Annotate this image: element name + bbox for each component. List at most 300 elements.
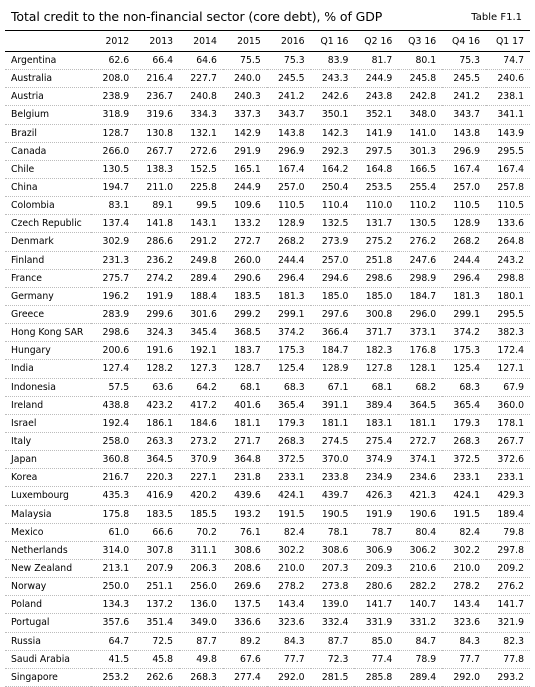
- value-cell: 62.6: [91, 52, 135, 70]
- table-row: [5, 215, 530, 233]
- value-cell: 306.9: [354, 541, 398, 559]
- table-row: [5, 251, 530, 269]
- value-cell: 370.0: [311, 451, 355, 469]
- value-cell: 75.3: [267, 52, 311, 70]
- value-cell: 268.3: [179, 668, 223, 686]
- value-cell: 243.3: [311, 70, 355, 88]
- table-body: [5, 52, 530, 687]
- value-cell: 332.4: [311, 614, 355, 632]
- value-cell: 272.7: [398, 432, 442, 450]
- value-cell: 278.2: [442, 578, 486, 596]
- value-cell: 67.6: [223, 650, 267, 668]
- country-cell: France: [5, 269, 91, 287]
- value-cell: 180.1: [486, 287, 530, 305]
- value-cell: 245.8: [398, 70, 442, 88]
- value-cell: 272.7: [223, 233, 267, 251]
- value-cell: 296.4: [442, 269, 486, 287]
- value-cell: 250.4: [311, 178, 355, 196]
- value-cell: 192.4: [91, 414, 135, 432]
- value-cell: 206.3: [179, 559, 223, 577]
- value-cell: 85.0: [354, 632, 398, 650]
- table-row: [5, 106, 530, 124]
- value-cell: 84.7: [398, 632, 442, 650]
- value-cell: 292.0: [267, 668, 311, 686]
- value-cell: 139.0: [311, 596, 355, 614]
- country-cell: Germany: [5, 287, 91, 305]
- country-cell: Korea: [5, 469, 91, 487]
- value-cell: 337.3: [223, 106, 267, 124]
- value-cell: 191.9: [354, 505, 398, 523]
- value-cell: 296.4: [267, 269, 311, 287]
- table-row: [5, 541, 530, 559]
- value-cell: 249.8: [179, 251, 223, 269]
- value-cell: 241.2: [442, 88, 486, 106]
- value-cell: 323.6: [442, 614, 486, 632]
- value-cell: 130.5: [91, 160, 135, 178]
- value-cell: 298.9: [398, 269, 442, 287]
- value-cell: 297.5: [354, 142, 398, 160]
- value-cell: 234.9: [354, 469, 398, 487]
- country-cell: Australia: [5, 70, 91, 88]
- value-cell: 49.8: [179, 650, 223, 668]
- value-cell: 45.8: [135, 650, 179, 668]
- value-cell: 366.4: [311, 324, 355, 342]
- value-cell: 262.6: [135, 668, 179, 686]
- value-cell: 66.4: [135, 52, 179, 70]
- column-header: Q1 16: [311, 31, 355, 52]
- value-cell: 140.7: [398, 596, 442, 614]
- value-cell: 373.1: [398, 324, 442, 342]
- value-cell: 389.4: [354, 396, 398, 414]
- value-cell: 231.3: [91, 251, 135, 269]
- value-cell: 257.0: [311, 251, 355, 269]
- value-cell: 143.8: [267, 124, 311, 142]
- country-cell: Hong Kong SAR: [5, 324, 91, 342]
- value-cell: 275.7: [91, 269, 135, 287]
- value-cell: 311.1: [179, 541, 223, 559]
- value-cell: 84.3: [442, 632, 486, 650]
- value-cell: 64.2: [179, 378, 223, 396]
- country-cell: Netherlands: [5, 541, 91, 559]
- value-cell: 220.3: [135, 469, 179, 487]
- value-cell: 364.8: [223, 451, 267, 469]
- table-row: [5, 668, 530, 686]
- value-cell: 184.7: [311, 342, 355, 360]
- value-cell: 193.2: [223, 505, 267, 523]
- value-cell: 401.6: [223, 396, 267, 414]
- value-cell: 250.0: [91, 578, 135, 596]
- value-cell: 274.5: [311, 432, 355, 450]
- value-cell: 136.0: [179, 596, 223, 614]
- value-cell: 164.2: [311, 160, 355, 178]
- value-cell: 61.0: [91, 523, 135, 541]
- value-cell: 77.7: [442, 650, 486, 668]
- table-row: [5, 178, 530, 196]
- table-row: [5, 632, 530, 650]
- value-cell: 70.2: [179, 523, 223, 541]
- value-cell: 341.1: [486, 106, 530, 124]
- value-cell: 258.0: [91, 432, 135, 450]
- credit-table: [5, 31, 530, 687]
- value-cell: 79.8: [486, 523, 530, 541]
- value-cell: 257.0: [442, 178, 486, 196]
- table-row: [5, 614, 530, 632]
- value-cell: 424.1: [267, 487, 311, 505]
- country-cell: Russia: [5, 632, 91, 650]
- value-cell: 285.8: [354, 668, 398, 686]
- table-row: [5, 596, 530, 614]
- table-row: [5, 650, 530, 668]
- value-cell: 196.2: [91, 287, 135, 305]
- value-cell: 130.8: [135, 124, 179, 142]
- value-cell: 184.7: [398, 287, 442, 305]
- table-title: Total credit to the non-financial sector (core debt), % of GDP: [11, 9, 383, 24]
- value-cell: 181.1: [311, 414, 355, 432]
- value-cell: 83.9: [311, 52, 355, 70]
- value-cell: 280.6: [354, 578, 398, 596]
- value-cell: 183.5: [135, 505, 179, 523]
- value-cell: 128.7: [223, 360, 267, 378]
- table-row: [5, 52, 530, 70]
- value-cell: 210.0: [442, 559, 486, 577]
- value-cell: 267.7: [135, 142, 179, 160]
- value-cell: 238.9: [91, 88, 135, 106]
- value-cell: 268.3: [267, 432, 311, 450]
- value-cell: 233.1: [442, 469, 486, 487]
- value-cell: 80.4: [398, 523, 442, 541]
- value-cell: 267.7: [486, 432, 530, 450]
- value-cell: 110.5: [267, 197, 311, 215]
- value-cell: 68.1: [223, 378, 267, 396]
- value-cell: 364.5: [135, 451, 179, 469]
- value-cell: 360.8: [91, 451, 135, 469]
- value-cell: 283.9: [91, 305, 135, 323]
- value-cell: 302.2: [442, 541, 486, 559]
- value-cell: 357.6: [91, 614, 135, 632]
- table-row: [5, 287, 530, 305]
- value-cell: 185.0: [354, 287, 398, 305]
- value-cell: 164.8: [354, 160, 398, 178]
- value-cell: 143.4: [267, 596, 311, 614]
- table-row: [5, 197, 530, 215]
- value-cell: 64.7: [91, 632, 135, 650]
- value-cell: 291.9: [223, 142, 267, 160]
- value-cell: 167.4: [267, 160, 311, 178]
- country-cell: Italy: [5, 432, 91, 450]
- value-cell: 181.3: [442, 287, 486, 305]
- value-cell: 72.3: [311, 650, 355, 668]
- value-cell: 298.6: [354, 269, 398, 287]
- value-cell: 82.4: [442, 523, 486, 541]
- value-cell: 438.8: [91, 396, 135, 414]
- value-cell: 240.0: [223, 70, 267, 88]
- value-cell: 67.1: [311, 378, 355, 396]
- value-cell: 127.1: [486, 360, 530, 378]
- value-cell: 134.3: [91, 596, 135, 614]
- value-cell: 348.0: [398, 106, 442, 124]
- value-cell: 141.7: [354, 596, 398, 614]
- value-cell: 424.1: [442, 487, 486, 505]
- value-cell: 178.1: [486, 414, 530, 432]
- value-cell: 191.9: [135, 287, 179, 305]
- value-cell: 80.1: [398, 52, 442, 70]
- value-cell: 78.9: [398, 650, 442, 668]
- value-cell: 299.1: [267, 305, 311, 323]
- column-header: 2013: [135, 31, 179, 52]
- value-cell: 264.8: [486, 233, 530, 251]
- value-cell: 191.6: [135, 342, 179, 360]
- table-row: [5, 269, 530, 287]
- table-row: [5, 432, 530, 450]
- value-cell: 110.5: [486, 197, 530, 215]
- value-cell: 191.5: [442, 505, 486, 523]
- value-cell: 435.3: [91, 487, 135, 505]
- table-row: [5, 505, 530, 523]
- table-row: [5, 124, 530, 142]
- value-cell: 236.7: [135, 88, 179, 106]
- table-row: [5, 487, 530, 505]
- value-cell: 72.5: [135, 632, 179, 650]
- value-cell: 298.6: [91, 324, 135, 342]
- value-cell: 271.7: [223, 432, 267, 450]
- country-cell: Finland: [5, 251, 91, 269]
- value-cell: 331.9: [354, 614, 398, 632]
- value-cell: 268.2: [267, 233, 311, 251]
- value-cell: 236.2: [135, 251, 179, 269]
- value-cell: 234.6: [398, 469, 442, 487]
- value-cell: 231.8: [223, 469, 267, 487]
- table-row: [5, 414, 530, 432]
- value-cell: 319.6: [135, 106, 179, 124]
- value-cell: 166.5: [398, 160, 442, 178]
- value-cell: 77.8: [486, 650, 530, 668]
- country-cell: Belgium: [5, 106, 91, 124]
- value-cell: 273.8: [311, 578, 355, 596]
- value-cell: 233.1: [267, 469, 311, 487]
- value-cell: 216.4: [135, 70, 179, 88]
- value-cell: 184.6: [179, 414, 223, 432]
- value-cell: 78.7: [354, 523, 398, 541]
- value-cell: 268.3: [442, 432, 486, 450]
- value-cell: 131.7: [354, 215, 398, 233]
- value-cell: 175.3: [442, 342, 486, 360]
- value-cell: 179.3: [267, 414, 311, 432]
- header-row: [5, 31, 530, 52]
- value-cell: 345.4: [179, 324, 223, 342]
- value-cell: 209.3: [354, 559, 398, 577]
- value-cell: 289.4: [398, 668, 442, 686]
- value-cell: 273.2: [179, 432, 223, 450]
- value-cell: 241.2: [267, 88, 311, 106]
- value-cell: 324.3: [135, 324, 179, 342]
- value-cell: 243.8: [354, 88, 398, 106]
- column-header: Q3 16: [398, 31, 442, 52]
- country-cell: Greece: [5, 305, 91, 323]
- value-cell: 260.0: [223, 251, 267, 269]
- country-cell: Indonesia: [5, 378, 91, 396]
- value-cell: 183.1: [354, 414, 398, 432]
- value-cell: 286.6: [135, 233, 179, 251]
- value-cell: 185.5: [179, 505, 223, 523]
- value-cell: 191.5: [267, 505, 311, 523]
- value-cell: 295.5: [486, 142, 530, 160]
- value-cell: 68.3: [267, 378, 311, 396]
- value-cell: 251.1: [135, 578, 179, 596]
- value-cell: 89.2: [223, 632, 267, 650]
- country-cell: Hungary: [5, 342, 91, 360]
- value-cell: 165.1: [223, 160, 267, 178]
- value-cell: 289.4: [179, 269, 223, 287]
- column-header: Q4 16: [442, 31, 486, 52]
- value-cell: 331.2: [398, 614, 442, 632]
- value-cell: 233.8: [311, 469, 355, 487]
- value-cell: 99.5: [179, 197, 223, 215]
- value-cell: 282.2: [398, 578, 442, 596]
- value-cell: 181.3: [267, 287, 311, 305]
- value-cell: 137.2: [135, 596, 179, 614]
- value-cell: 183.5: [223, 287, 267, 305]
- value-cell: 143.9: [486, 124, 530, 142]
- value-cell: 257.0: [267, 178, 311, 196]
- country-cell: Brazil: [5, 124, 91, 142]
- value-cell: 374.9: [354, 451, 398, 469]
- country-cell: Canada: [5, 142, 91, 160]
- value-cell: 306.2: [398, 541, 442, 559]
- country-cell: Norway: [5, 578, 91, 596]
- value-cell: 323.6: [267, 614, 311, 632]
- value-cell: 67.9: [486, 378, 530, 396]
- value-cell: 167.4: [486, 160, 530, 178]
- value-cell: 352.1: [354, 106, 398, 124]
- value-cell: 143.1: [179, 215, 223, 233]
- value-cell: 182.3: [354, 342, 398, 360]
- value-cell: 68.1: [354, 378, 398, 396]
- value-cell: 277.4: [223, 668, 267, 686]
- column-header: 2016: [267, 31, 311, 52]
- value-cell: 110.5: [442, 197, 486, 215]
- value-cell: 109.6: [223, 197, 267, 215]
- value-cell: 89.1: [135, 197, 179, 215]
- value-cell: 127.3: [179, 360, 223, 378]
- value-cell: 295.5: [486, 305, 530, 323]
- value-cell: 74.7: [486, 52, 530, 70]
- value-cell: 371.7: [354, 324, 398, 342]
- table-row: [5, 233, 530, 251]
- country-cell: New Zealand: [5, 559, 91, 577]
- value-cell: 125.4: [442, 360, 486, 378]
- value-cell: 244.4: [267, 251, 311, 269]
- country-cell: Portugal: [5, 614, 91, 632]
- value-cell: 266.0: [91, 142, 135, 160]
- value-cell: 128.9: [442, 215, 486, 233]
- value-cell: 416.9: [135, 487, 179, 505]
- value-cell: 83.1: [91, 197, 135, 215]
- value-cell: 253.2: [91, 668, 135, 686]
- value-cell: 185.0: [311, 287, 355, 305]
- value-cell: 314.0: [91, 541, 135, 559]
- value-cell: 227.1: [179, 469, 223, 487]
- value-cell: 299.6: [135, 305, 179, 323]
- value-cell: 213.1: [91, 559, 135, 577]
- value-cell: 374.1: [398, 451, 442, 469]
- value-cell: 141.8: [135, 215, 179, 233]
- value-cell: 181.1: [398, 414, 442, 432]
- value-cell: 307.8: [135, 541, 179, 559]
- country-cell: Colombia: [5, 197, 91, 215]
- value-cell: 87.7: [311, 632, 355, 650]
- value-cell: 421.3: [398, 487, 442, 505]
- value-cell: 301.6: [179, 305, 223, 323]
- value-cell: 276.2: [398, 233, 442, 251]
- value-cell: 290.6: [223, 269, 267, 287]
- value-cell: 272.6: [179, 142, 223, 160]
- value-cell: 268.2: [442, 233, 486, 251]
- value-cell: 257.8: [486, 178, 530, 196]
- column-header: 2015: [223, 31, 267, 52]
- value-cell: 190.5: [311, 505, 355, 523]
- value-cell: 343.7: [442, 106, 486, 124]
- value-cell: 439.7: [311, 487, 355, 505]
- table-row: [5, 160, 530, 178]
- value-cell: 152.5: [179, 160, 223, 178]
- table-row: [5, 559, 530, 577]
- value-cell: 360.0: [486, 396, 530, 414]
- value-cell: 300.8: [354, 305, 398, 323]
- value-cell: 299.1: [442, 305, 486, 323]
- value-cell: 296.9: [442, 142, 486, 160]
- table-row: [5, 70, 530, 88]
- value-cell: 188.4: [179, 287, 223, 305]
- value-cell: 275.4: [354, 432, 398, 450]
- value-cell: 127.4: [91, 360, 135, 378]
- value-cell: 244.9: [223, 178, 267, 196]
- value-cell: 382.3: [486, 324, 530, 342]
- value-cell: 374.2: [442, 324, 486, 342]
- country-cell: Saudi Arabia: [5, 650, 91, 668]
- value-cell: 125.4: [267, 360, 311, 378]
- value-cell: 296.9: [267, 142, 311, 160]
- value-cell: 128.9: [267, 215, 311, 233]
- value-cell: 308.6: [311, 541, 355, 559]
- value-cell: 87.7: [179, 632, 223, 650]
- value-cell: 208.0: [91, 70, 135, 88]
- value-cell: 372.5: [442, 451, 486, 469]
- value-cell: 209.2: [486, 559, 530, 577]
- value-cell: 294.6: [311, 269, 355, 287]
- table-row: [5, 360, 530, 378]
- value-cell: 225.8: [179, 178, 223, 196]
- value-cell: 253.5: [354, 178, 398, 196]
- value-cell: 176.8: [398, 342, 442, 360]
- value-cell: 128.9: [311, 360, 355, 378]
- value-cell: 82.4: [267, 523, 311, 541]
- value-cell: 242.8: [398, 88, 442, 106]
- value-cell: 194.7: [91, 178, 135, 196]
- value-cell: 274.2: [135, 269, 179, 287]
- value-cell: 292.0: [442, 668, 486, 686]
- value-cell: 245.5: [442, 70, 486, 88]
- table-row: [5, 469, 530, 487]
- value-cell: 78.1: [311, 523, 355, 541]
- country-column-header: [5, 31, 91, 52]
- value-cell: 238.1: [486, 88, 530, 106]
- country-cell: Luxembourg: [5, 487, 91, 505]
- value-cell: 142.3: [311, 124, 355, 142]
- value-cell: 211.0: [135, 178, 179, 196]
- value-cell: 350.1: [311, 106, 355, 124]
- value-cell: 133.2: [223, 215, 267, 233]
- country-cell: Mexico: [5, 523, 91, 541]
